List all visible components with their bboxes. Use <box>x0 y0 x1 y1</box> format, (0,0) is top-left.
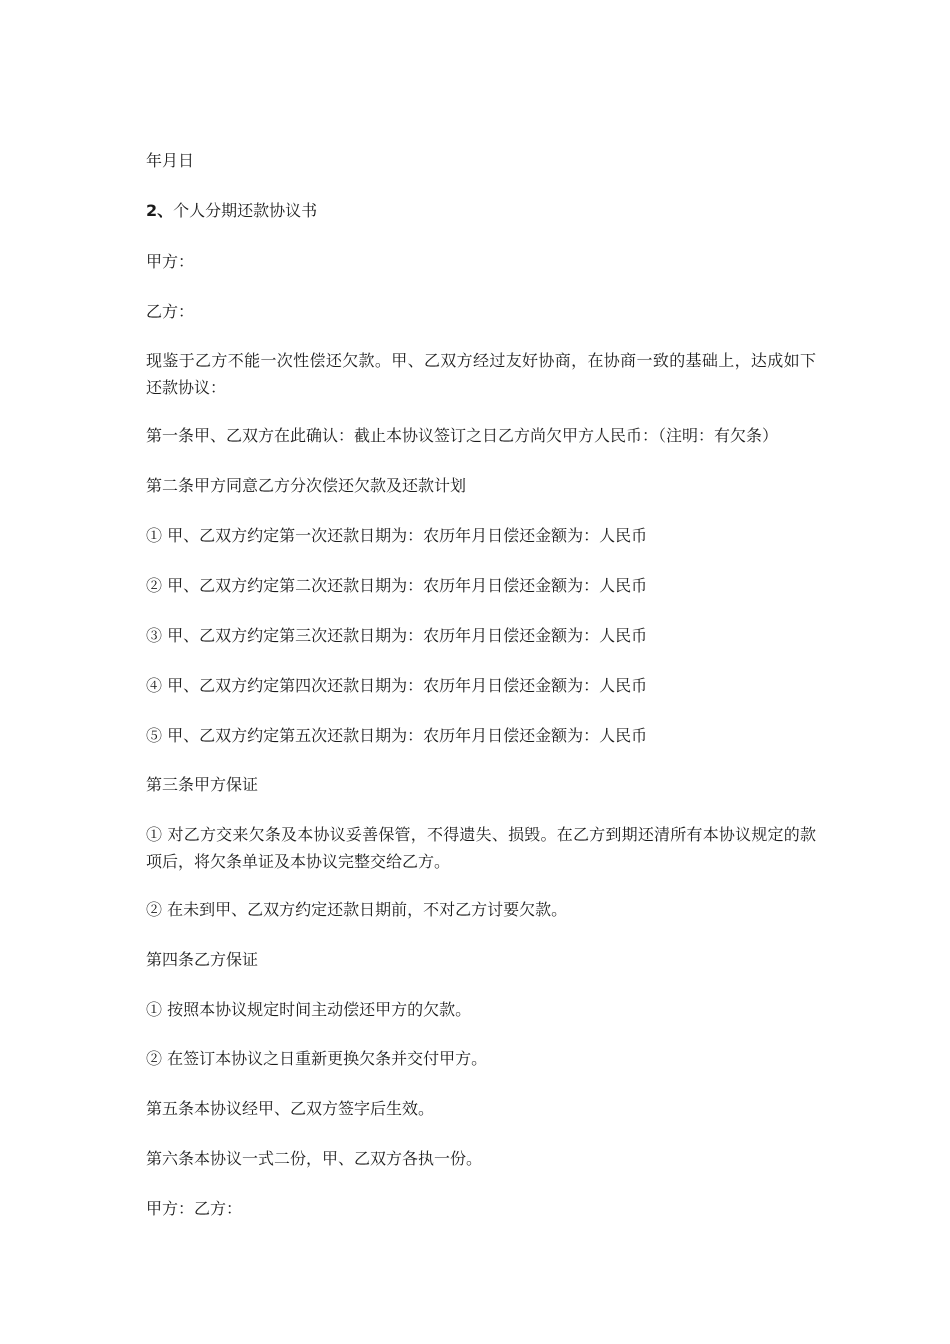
article-4-item-1: ① 按照本协议规定时间主动偿还甲方的欠款。 <box>146 1000 472 1019</box>
section-title-number: 2、 <box>146 201 174 220</box>
installment-2: ② 甲、乙双方约定第二次还款日期为：农历年月日偿还金额为：人民币 <box>146 576 648 595</box>
article-5: 第五条本协议经甲、乙双方签字后生效。 <box>146 1099 435 1118</box>
party-a-label: 甲方： <box>146 252 195 271</box>
installment-4: ④ 甲、乙双方约定第四次还款日期为：农历年月日偿还金额为：人民币 <box>146 676 648 695</box>
installment-1: ① 甲、乙双方约定第一次还款日期为：农历年月日偿还金额为：人民币 <box>146 526 648 545</box>
date-line: 年月日 <box>146 151 195 170</box>
article-6: 第六条本协议一式二份，甲、乙双方各执一份。 <box>146 1149 483 1168</box>
installment-5: ⑤ 甲、乙双方约定第五次还款日期为：农历年月日偿还金额为：人民币 <box>146 726 648 745</box>
section-title <box>146 199 816 223</box>
section-title-text: 个人分期还款协议书 <box>173 201 318 220</box>
article-3: 第三条甲方保证 <box>146 775 259 794</box>
article-3-item-2: ② 在未到甲、乙双方约定还款日期前，不对乙方讨要欠款。 <box>146 900 568 919</box>
party-b-label: 乙方： <box>146 302 195 321</box>
article-4: 第四条乙方保证 <box>146 950 259 969</box>
installment-3: ③ 甲、乙双方约定第三次还款日期为：农历年月日偿还金额为：人民币 <box>146 626 648 645</box>
intro-paragraph: 现鉴于乙方不能一次性偿还欠款。甲、乙双方经过友好协商，在协商一致的基础上，达成如下还款协议： <box>146 351 816 397</box>
article-1: 第一条甲、乙双方在此确认：截止本协议签订之日乙方尚欠甲方人民币：（注明：有欠条） <box>146 426 779 445</box>
article-3-item-1: ① 对乙方交来欠条及本协议妥善保管，不得遗失、损毁。在乙方到期还清所有本协议规定的款项后，将欠条单证及本协议完整交给乙方。 <box>146 825 816 871</box>
article-2: 第二条甲方同意乙方分次偿还欠款及还款计划 <box>146 476 467 495</box>
article-4-item-2: ② 在签订本协议之日重新更换欠条并交付甲方。 <box>146 1049 488 1068</box>
signature-line: 甲方：乙方： <box>146 1199 243 1218</box>
